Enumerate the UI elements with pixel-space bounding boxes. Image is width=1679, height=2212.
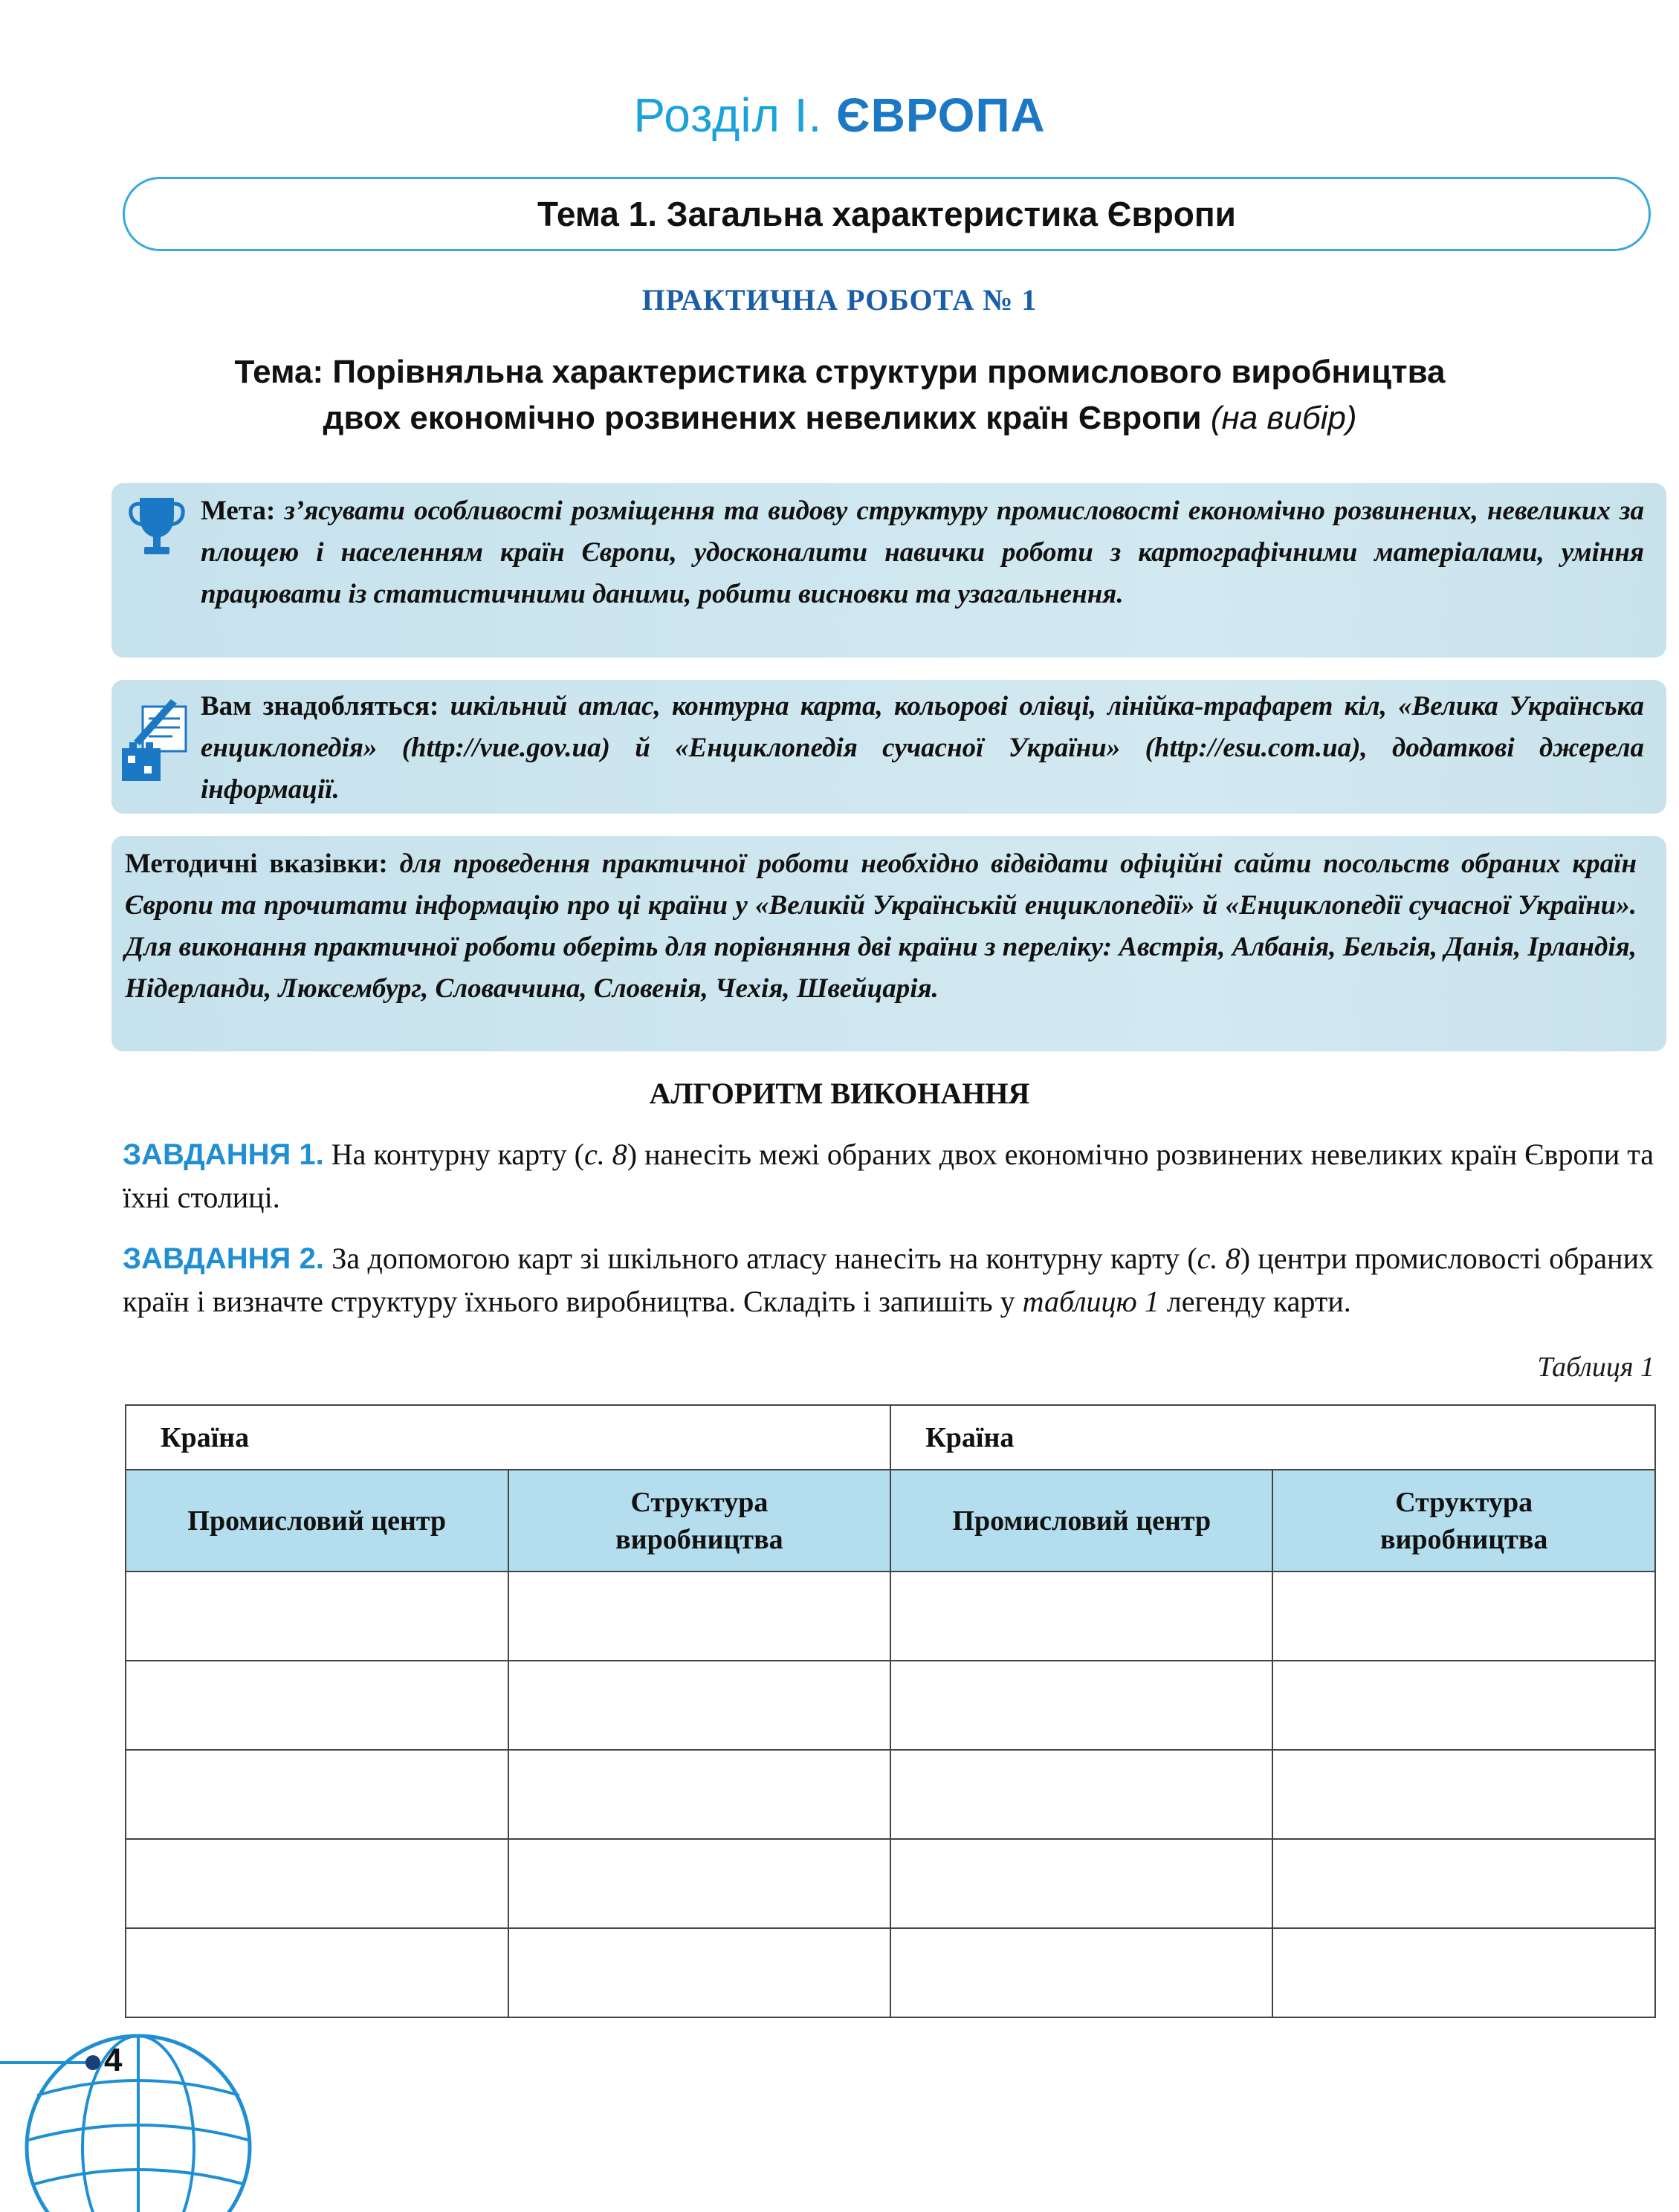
table-cell[interactable]	[126, 1839, 508, 1928]
trophy-icon	[128, 493, 186, 560]
theme-note: (на вибір)	[1210, 400, 1357, 436]
task-1-ref: с. 8	[583, 1138, 627, 1171]
header-structure-1: Структура виробництва	[508, 1470, 891, 1572]
country-cell-1[interactable]	[126, 1405, 890, 1470]
header-industrial-center-2: Промисловий центр	[890, 1470, 1272, 1572]
task-1	[123, 1133, 1654, 1219]
algorithm-title: АЛГОРИТМ ВИКОНАННЯ	[649, 1077, 1030, 1110]
table-cell[interactable]	[1272, 1928, 1655, 2017]
goal-box	[111, 483, 1666, 658]
task-2-text-a: За допомогою карт зі шкільного атласу нанесіть на контурну карту (	[331, 1242, 1197, 1275]
table-caption: Таблиця 1	[1537, 1352, 1654, 1383]
page-number: 4	[104, 2042, 123, 2078]
task-1-text-a: На контурну карту (	[331, 1138, 584, 1171]
tools-icon	[119, 696, 193, 785]
table-cell[interactable]	[1272, 1839, 1655, 1928]
practical-work-title: ПРАКТИЧНА РОБОТА № 1	[641, 283, 1038, 317]
table-cell[interactable]	[1272, 1750, 1655, 1839]
table-cell[interactable]	[890, 1928, 1272, 2017]
goal-label: Мета:	[201, 496, 276, 526]
table-cell[interactable]	[126, 1750, 508, 1839]
section-prefix: Розділ І.	[633, 88, 823, 142]
materials-text-block	[201, 686, 1644, 811]
country-cell-2[interactable]	[890, 1405, 1655, 1470]
section-name: ЄВРОПА	[836, 88, 1046, 142]
table-cell[interactable]	[890, 1661, 1272, 1750]
table-cell[interactable]	[508, 1839, 891, 1928]
table-header-row	[126, 1470, 1655, 1572]
table-row	[126, 1750, 1655, 1839]
table-row	[126, 1572, 1655, 1661]
theme-line-2-wrap	[111, 395, 1568, 441]
task-2-label: ЗАВДАННЯ 2.	[123, 1242, 325, 1275]
task-2	[123, 1237, 1654, 1323]
table-body	[126, 1572, 1655, 2017]
table-cell[interactable]	[508, 1661, 891, 1750]
header-industrial-center-1: Промисловий центр	[126, 1470, 508, 1572]
theme-heading	[111, 349, 1568, 441]
task-2-ref: с. 8	[1197, 1242, 1240, 1275]
globe-icon	[0, 2006, 253, 2212]
table-cell[interactable]	[890, 1750, 1272, 1839]
table-cell[interactable]	[126, 1928, 508, 2017]
goal-text-block	[201, 490, 1644, 615]
table-cell[interactable]	[508, 1572, 891, 1661]
table-row	[126, 1839, 1655, 1928]
method-text-block	[125, 843, 1637, 1010]
theme-line-1: Тема: Порівняльна характеристика структури промислового виробництва	[234, 354, 1446, 390]
goal-text: з’ясувати особливості розміщення та видову структуру промисловості економічно розвинених, невеликих за площею і населенням країн Європи, удосконалити навички роботи з картографічними матеріалами, уміння працювати із статистичними даними, робити висновки та узагальнення.	[201, 496, 1644, 609]
method-label: Методичні вказівки:	[125, 849, 388, 879]
comparison-table	[125, 1404, 1656, 2018]
task-1-text-b: ) нанесіть межі обраних двох економічно розвинених невеликих країн Європи та їхні столиці.	[123, 1138, 1654, 1214]
task-1-label: ЗАВДАННЯ 1.	[123, 1138, 324, 1171]
table-cell[interactable]	[126, 1661, 508, 1750]
table-cell[interactable]	[508, 1750, 891, 1839]
header-structure-2: Структура виробництва	[1272, 1470, 1655, 1572]
table-cell[interactable]	[890, 1839, 1272, 1928]
task-2-text-c: легенду карти.	[1166, 1285, 1351, 1318]
table-cell[interactable]	[1272, 1661, 1655, 1750]
table-country-row	[126, 1405, 1655, 1470]
task-2-table-ref: таблицю 1	[1022, 1285, 1159, 1318]
country-label-1: Країна	[161, 1421, 250, 1453]
materials-text: шкільний атлас, контурна карта, кольорові олівці, лінійка-трафарет кіл, «Велика Українська енциклопедія» (http://vue.gov.ua) й «Енциклопедія сучасної України» (http://esu.com.ua), додаткові джерела інформації.	[201, 691, 1644, 805]
table-cell[interactable]	[126, 1572, 508, 1661]
theme-line-2: двох економічно розвинених невеликих країн Європи	[323, 400, 1202, 436]
method-box	[111, 836, 1666, 1051]
task-2-text-b: ) центри промисловості обраних країн і визначте структуру їхнього виробництва. Складіть і запишіть у	[123, 1242, 1654, 1318]
table-cell[interactable]	[508, 1928, 891, 2017]
table-cell[interactable]	[890, 1572, 1272, 1661]
method-text: для проведення практичної роботи необхідно відвідати офіційні сайти посольств обраних країн Європи та прочитати інформацію про ці країни у «Великій Українській енциклопедії» й «Енциклопедії сучасної України». Для виконання практичної роботи оберіть для порівняння дві країни з переліку: Австрія, Албанія, Бельгія, Данія, Ірландія, Нідерланди, Люксембург, Словаччина, Словенія, Чехія, Швейцарія.	[125, 849, 1637, 1004]
table-cell[interactable]	[1272, 1572, 1655, 1661]
topic-banner	[123, 177, 1651, 251]
topic-title: Тема 1. Загальна характеристика Європи	[537, 195, 1236, 233]
section-title	[0, 88, 1679, 143]
materials-label: Вам знадобляться:	[201, 691, 439, 721]
country-label-2: Країна	[925, 1421, 1015, 1453]
table-row	[126, 1928, 1655, 2017]
materials-box	[111, 680, 1666, 814]
table-row	[126, 1661, 1655, 1750]
